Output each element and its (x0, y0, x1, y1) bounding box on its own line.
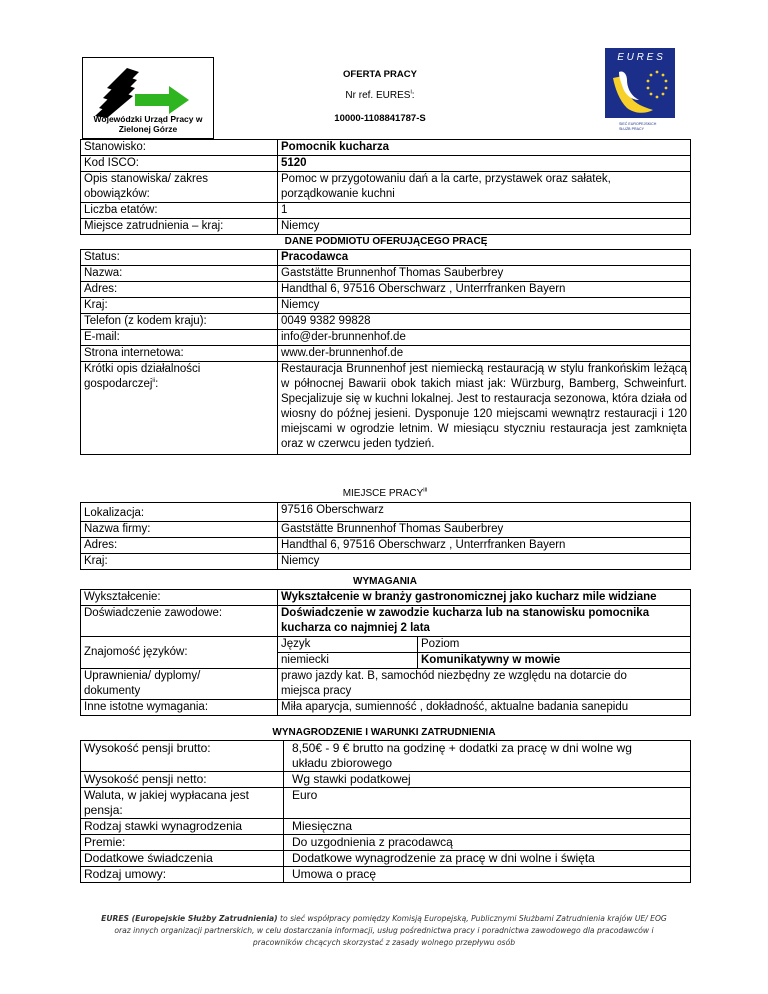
opis-stanowiska-label: Opis stanowiska/ zakres obowiązków: (81, 172, 278, 203)
brutto-value: 8,50€ - 9 € brutto na godzinę + dodatki za pracę w dni wolne wg układu zbiorowego (284, 741, 691, 772)
nazwa-value: Gaststätte Brunnenhof Thomas Sauberbrey (278, 266, 691, 282)
jezyk-value: niemiecki (278, 653, 418, 669)
wyksztalcenie-label: Wykształcenie: (81, 590, 278, 606)
stawka-label: Rodzaj stawki wynagrodzenia (81, 819, 284, 835)
offer-title: OFERTA PRACY (343, 69, 417, 80)
workplace-kraj-label: Kraj: (81, 554, 278, 570)
opis-stanowiska-value: Pomoc w przygotowaniu dań a la carte, przystawek oraz sałatek, porządkowanie kuchni (278, 172, 691, 203)
brutto-label: Wysokość pensji brutto: (81, 741, 284, 772)
eures-logo-graphic (605, 48, 675, 134)
lokalizacja-label: Lokalizacja: (81, 503, 278, 522)
wup-logo-graphic (83, 58, 213, 120)
telefon-label: Telefon (z kodem kraju): (81, 314, 278, 330)
opis-dzialalnosci-label: Krótki opis działalności gospodarczej$^{ii}$: (81, 362, 278, 455)
workplace-section-title: MIEJSCE PRACY$^{iii}$ (342, 487, 428, 499)
email-label: E-mail: (81, 330, 278, 346)
eures-sub2: SŁUŻB PRACY (619, 127, 644, 131)
umowa-label: Rodzaj umowy: (81, 867, 284, 883)
workplace-kraj-value: Niemcy (278, 554, 691, 570)
etaty-label: Liczba etatów: (81, 203, 278, 219)
www-label: Strona internetowa: (81, 346, 278, 362)
employer-table (80, 249, 691, 455)
languages-table (278, 637, 690, 668)
email-value: info@der-brunnenhof.de (278, 330, 691, 346)
isco-label: Kod ISCO: (81, 156, 278, 172)
stawka-value: Miesięczna (284, 819, 691, 835)
lokalizacja-value: 97516 Oberschwarz (278, 503, 691, 522)
adres-label: Adres: (81, 282, 278, 298)
wyksztalcenie-value: Wykształcenie w branży gastronomicznej jako kucharz mile widziane (278, 590, 691, 606)
telefon-value: 0049 9382 99828 (278, 314, 691, 330)
swiadczenia-value: Dodatkowe wynagrodzenie za pracę w dni wolne i święta (284, 851, 691, 867)
footer-line3: pracowników chcących skorzystać z zasady wolnego przepływu osób (252, 938, 516, 947)
adres-value: Handthal 6, 97516 Oberschwarz , Unterrfranken Bayern (278, 282, 691, 298)
etaty-value: 1 (278, 203, 691, 219)
requirements-table (80, 589, 691, 716)
waluta-label: Waluta, w jakiej wypłacana jest pensja: (81, 788, 284, 819)
premie-label: Premie: (81, 835, 284, 851)
salary-table (80, 740, 691, 883)
footer-line2: oraz innych organizacji partnerskich, w celu dostarczania informacji, usług pośrednictwa pracy i poradnictwa zawodowego dla pracodawców i (114, 926, 654, 935)
eures-logo (605, 48, 675, 134)
status-value: Pracodawca (278, 250, 691, 266)
employer-section-title: DANE PODMIOTU OFERUJĄCEGO PRACĘ (284, 236, 488, 247)
eures-sub1: SIEĆ EUROPEJSKICH (619, 122, 657, 126)
workplace-adres-label: Adres: (81, 538, 278, 554)
ref-number: 10000-1108841787-S (334, 113, 426, 124)
netto-label: Wysokość pensji netto: (81, 772, 284, 788)
jezyki-label: Znajomość języków: (81, 637, 278, 669)
footer-line1: to sieć współpracy pomiędzy Komisją Europejską, Publicznymi Służbami Zatrudnienia krajów UE/ EOG (277, 914, 667, 923)
opis-dzialalnosci-value: Restauracja Brunnenhof jest niemiecką restauracją w stylu frankońskim leżącą w północnej Bawarii obok takich miast jak: Würzburg, Bamberg, Schweinfurt. Specjalizuje się w kuchni lokalnej. Jest to restauracja sezonowa, która działa od wiosny do późnej jesieni. Dysponuje 120 miejscami wewnątrz restauracji i 120 miejscami w ogrodzie letnim. W miesiącu styczniu restauracja jest zamknięta oraz w czerwcu jeden tydzień. (278, 362, 691, 455)
jezyki-cell (278, 637, 691, 669)
umowa-value: Umowa o pracę (284, 867, 691, 883)
www-value: www.der-brunnenhof.de (278, 346, 691, 362)
position-table (80, 139, 691, 235)
footer-bold: EURES (Europejskie Służby Zatrudnienia) (101, 914, 278, 923)
status-label: Status: (81, 250, 278, 266)
eures-logo-text: E U R E S (617, 52, 663, 63)
firma-label: Nazwa firmy: (81, 522, 278, 538)
poziom-header: Poziom (418, 637, 691, 653)
kraj-value: Niemcy (278, 298, 691, 314)
firma-value: Gaststätte Brunnenhof Thomas Sauberbrey (278, 522, 691, 538)
miejsce-value: Niemcy (278, 219, 691, 235)
inne-value: Miła aparycja, sumienność , dokładność, aktualne badania sanepidu (278, 700, 691, 716)
wup-logo (82, 57, 214, 139)
netto-value: Wg stawki podatkowej (284, 772, 691, 788)
waluta-value: Euro (284, 788, 691, 819)
uprawnienia-label: Uprawnienia/ dyplomy/ dokumenty (81, 669, 278, 700)
stanowisko-label: Stanowisko: (81, 140, 278, 156)
requirements-section-title: WYMAGANIA (353, 576, 417, 587)
poziom-value: Komunikatywny w mowie (418, 653, 691, 669)
wup-logo-caption: Wojewódzki Urząd Pracy w Zielonej Górze (93, 114, 203, 134)
salary-section-title: WYNAGRODZENIE I WARUNKI ZATRUDNIENIA (272, 727, 496, 738)
premie-value: Do uzgodnienia z pracodawcą (284, 835, 691, 851)
ref-label: Nr ref. EURES$^i$: (345, 89, 415, 101)
jezyk-header: Język (278, 637, 418, 653)
workplace-adres-value: Handthal 6, 97516 Oberschwarz , Unterrfranken Bayern (278, 538, 691, 554)
doswiadczenie-label: Doświadczenie zawodowe: (81, 606, 278, 637)
isco-value: 5120 (278, 156, 691, 172)
footer-note (70, 913, 698, 949)
stanowisko-value: Pomocnik kucharza (278, 140, 691, 156)
uprawnienia-value: prawo jazdy kat. B, samochód niezbędny ze względu na dotarcie do miejsca pracy (278, 669, 691, 700)
nazwa-label: Nazwa: (81, 266, 278, 282)
workplace-table (80, 502, 691, 570)
miejsce-label: Miejsce zatrudnienia – kraj: (81, 219, 278, 235)
swiadczenia-label: Dodatkowe świadczenia (81, 851, 284, 867)
inne-label: Inne istotne wymagania: (81, 700, 278, 716)
kraj-label: Kraj: (81, 298, 278, 314)
doswiadczenie-value: Doświadczenie w zawodzie kucharza lub na stanowisku pomocnika kucharza co najmniej 2 lata (278, 606, 691, 637)
